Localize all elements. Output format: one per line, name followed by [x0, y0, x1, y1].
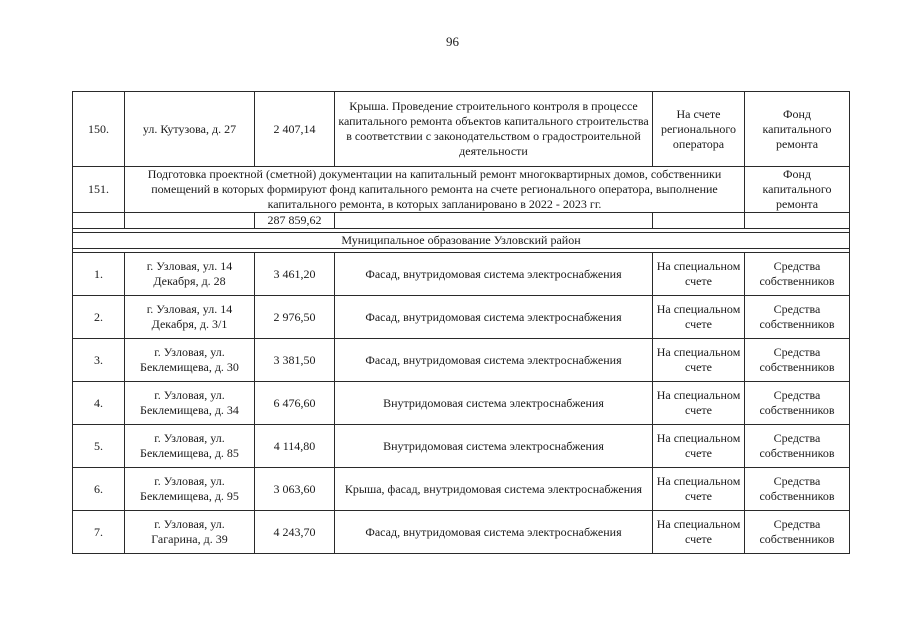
row-number: 5.: [73, 425, 125, 468]
address-cell: [125, 296, 255, 339]
table-row-151: [73, 167, 850, 213]
fund-cell: Средства собственников: [745, 339, 850, 382]
row-number: 4.: [73, 382, 125, 425]
address-line-2: Декабря, д. 28: [153, 274, 226, 288]
municipality-heading: Муниципальное образование Узловский район: [73, 233, 850, 249]
fund-cell: Фонд капитального ремонта: [745, 167, 850, 213]
municipality-row: [73, 233, 850, 249]
work-type-cell: Внутридомовая система электроснабжения: [335, 425, 653, 468]
work-type-cell: Крыша. Проведение строительного контроля в процессе капитального ремонта объектов капитального строительства в соответствии с законодательством о градостроительной деятельности: [335, 92, 653, 167]
row-number: 1.: [73, 253, 125, 296]
row-number: 151.: [73, 167, 125, 213]
cost-cell: 3 063,60: [255, 468, 335, 511]
account-cell: На специальном счете: [653, 468, 745, 511]
repair-plan-table: [72, 91, 850, 554]
row-number: 6.: [73, 468, 125, 511]
table-row: [73, 253, 850, 296]
table-row: [73, 425, 850, 468]
account-cell: На специальном счете: [653, 425, 745, 468]
work-type-cell: Фасад, внутридомовая система электроснабжения: [335, 296, 653, 339]
cost-cell: 3 381,50: [255, 339, 335, 382]
table-row: [73, 339, 850, 382]
empty-cell: [745, 213, 850, 229]
row-number: 3.: [73, 339, 125, 382]
address-cell: [125, 468, 255, 511]
address-cell: [125, 382, 255, 425]
address-line-2: Декабря, д. 3/1: [151, 317, 228, 331]
empty-cell: [335, 213, 653, 229]
account-cell: На специальном счете: [653, 253, 745, 296]
address-line-1: г. Узловая, ул. 14: [146, 302, 233, 316]
fund-cell: Средства собственников: [745, 296, 850, 339]
address-line-2: Беклемищева, д. 85: [140, 446, 239, 460]
total-row: [73, 213, 850, 229]
fund-cell: Средства собственников: [745, 511, 850, 554]
address-line-2: Беклемищева, д. 30: [140, 360, 239, 374]
table-row: [73, 382, 850, 425]
work-type-cell: Фасад, внутридомовая система электроснабжения: [335, 511, 653, 554]
row-number: 7.: [73, 511, 125, 554]
address-cell: [125, 253, 255, 296]
cost-cell: 4 114,80: [255, 425, 335, 468]
address-cell: [125, 339, 255, 382]
address-line-1: г. Узловая, ул.: [154, 474, 225, 488]
cost-cell: 6 476,60: [255, 382, 335, 425]
account-cell: На специальном счете: [653, 296, 745, 339]
empty-cell: [125, 213, 255, 229]
work-type-cell: Фасад, внутридомовая система электроснабжения: [335, 339, 653, 382]
work-type-cell: Внутридомовая система электроснабжения: [335, 382, 653, 425]
address-cell: ул. Кутузова, д. 27: [125, 92, 255, 167]
cost-cell: 3 461,20: [255, 253, 335, 296]
address-line-1: г. Узловая, ул.: [154, 431, 225, 445]
page-number: 96: [446, 34, 459, 49]
cost-cell: 2 407,14: [255, 92, 335, 167]
project-documentation-cell: Подготовка проектной (сметной) документации на капитальный ремонт многоквартирных домов, собственники помещений в которых формируют фонд капитального ремонта на счете регионального оператора, выполнение капитального ремонта, в которых запланировано в 2022 - 2023 гг.: [125, 167, 745, 213]
row-number: 150.: [73, 92, 125, 167]
table-row-150: [73, 92, 850, 167]
fund-cell: Фонд капитального ремонта: [745, 92, 850, 167]
work-type-cell: Крыша, фасад, внутридомовая система электроснабжения: [335, 468, 653, 511]
cost-cell: 4 243,70: [255, 511, 335, 554]
fund-cell: Средства собственников: [745, 425, 850, 468]
total-cost-cell: 287 859,62: [255, 213, 335, 229]
address-cell: [125, 511, 255, 554]
empty-cell: [73, 213, 125, 229]
account-cell: На специальном счете: [653, 339, 745, 382]
address-line-1: г. Узловая, ул.: [154, 345, 225, 359]
address-line-1: г. Узловая, ул.: [154, 517, 225, 531]
fund-cell: Средства собственников: [745, 468, 850, 511]
fund-cell: Средства собственников: [745, 253, 850, 296]
address-line-2: Гагарина, д. 39: [151, 532, 228, 546]
address-line-2: Беклемищева, д. 34: [140, 403, 239, 417]
row-number: 2.: [73, 296, 125, 339]
address-line-1: г. Узловая, ул. 14: [146, 259, 233, 273]
address-line-1: г. Узловая, ул.: [154, 388, 225, 402]
address-line-2: Беклемищева, д. 95: [140, 489, 239, 503]
cost-cell: 2 976,50: [255, 296, 335, 339]
work-type-cell: Фасад, внутридомовая система электроснабжения: [335, 253, 653, 296]
account-cell: На специальном счете: [653, 382, 745, 425]
table-row: [73, 468, 850, 511]
account-cell: На счете регионального оператора: [653, 92, 745, 167]
empty-cell: [653, 213, 745, 229]
address-cell: [125, 425, 255, 468]
table-row: [73, 296, 850, 339]
table-row: [73, 511, 850, 554]
fund-cell: Средства собственников: [745, 382, 850, 425]
account-cell: На специальном счете: [653, 511, 745, 554]
